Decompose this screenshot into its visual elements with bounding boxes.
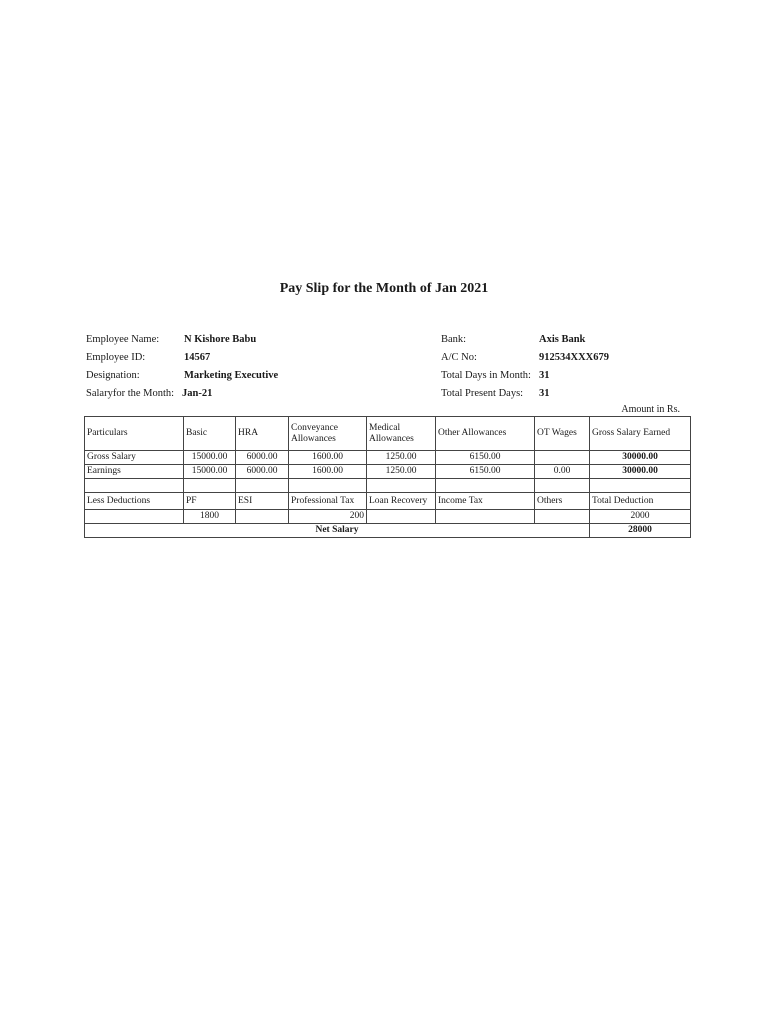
deduction-esi xyxy=(236,510,289,524)
earnings-row xyxy=(85,465,691,479)
net-salary-value: 28000 xyxy=(590,524,691,538)
gross-hra: 6000.00 xyxy=(236,451,289,465)
deduction-professional-tax: 200 xyxy=(289,510,367,524)
employee-id-label: Employee ID: xyxy=(86,352,146,363)
header-basic: Basic xyxy=(184,417,236,451)
employee-id-value: 14567 xyxy=(184,352,211,363)
employee-name-label: Employee Name: xyxy=(86,334,160,345)
earnings-other: 6150.00 xyxy=(436,465,535,479)
earnings-particulars: Earnings xyxy=(85,465,184,479)
net-salary-label: Net Salary xyxy=(85,524,590,538)
deduction-pf: 1800 xyxy=(184,510,236,524)
deduction-total: 2000 xyxy=(590,510,691,524)
total-days-label: Total Days in Month: xyxy=(441,370,531,381)
deduction-particulars xyxy=(85,510,184,524)
net-salary-row xyxy=(85,524,691,538)
deductions-header-row xyxy=(85,493,691,510)
deduction-others xyxy=(535,510,590,524)
earnings-header-row xyxy=(85,417,691,451)
designation-label: Designation: xyxy=(86,370,140,381)
header-conveyance: Conveyance Allowances xyxy=(289,417,367,451)
deduction-loan xyxy=(367,510,436,524)
gross-other: 6150.00 xyxy=(436,451,535,465)
present-days-label: Total Present Days: xyxy=(441,388,524,399)
header-medical: Medical Allowances xyxy=(367,417,436,451)
bank-label: Bank: xyxy=(441,334,467,345)
header-total-deduction: Total Deduction xyxy=(590,493,691,510)
designation-value: Marketing Executive xyxy=(184,370,279,381)
header-loan-recovery: Loan Recovery xyxy=(367,493,436,510)
header-less-deductions: Less Deductions xyxy=(85,493,184,510)
present-days-value: 31 xyxy=(539,388,550,399)
spacer-row xyxy=(85,479,691,493)
account-value: 912534XXX679 xyxy=(539,352,609,363)
employee-name-value: N Kishore Babu xyxy=(184,334,257,345)
gross-ot xyxy=(535,451,590,465)
header-pf: PF xyxy=(184,493,236,510)
bank-value: Axis Bank xyxy=(539,334,586,345)
header-income-tax: Income Tax xyxy=(436,493,535,510)
page-title: Pay Slip for the Month of Jan 2021 xyxy=(279,281,489,296)
gross-total: 30000.00 xyxy=(590,451,691,465)
earnings-basic: 15000.00 xyxy=(184,465,236,479)
earnings-total: 30000.00 xyxy=(590,465,691,479)
gross-basic: 15000.00 xyxy=(184,451,236,465)
earnings-medical: 1250.00 xyxy=(367,465,436,479)
account-label: A/C No: xyxy=(441,352,477,363)
earnings-conveyance: 1600.00 xyxy=(289,465,367,479)
salary-table xyxy=(84,416,691,538)
header-professional-tax: Professional Tax xyxy=(289,493,367,510)
earnings-ot: 0.00 xyxy=(535,465,590,479)
total-days-value: 31 xyxy=(539,370,550,381)
gross-salary-row xyxy=(85,451,691,465)
header-others: Others xyxy=(535,493,590,510)
header-particulars: Particulars xyxy=(85,417,184,451)
salary-month-value: Jan-21 xyxy=(182,388,213,399)
header-ot-wages: OT Wages xyxy=(535,417,590,451)
deductions-row xyxy=(85,510,691,524)
earnings-hra: 6000.00 xyxy=(236,465,289,479)
deduction-income-tax xyxy=(436,510,535,524)
gross-particulars: Gross Salary xyxy=(85,451,184,465)
amount-note: Amount in Rs. xyxy=(621,404,680,415)
header-esi: ESI xyxy=(236,493,289,510)
salary-month-label: Salaryfor the Month: xyxy=(86,388,175,399)
gross-medical: 1250.00 xyxy=(367,451,436,465)
gross-conveyance: 1600.00 xyxy=(289,451,367,465)
header-gross-earned: Gross Salary Earned xyxy=(590,417,691,451)
header-hra: HRA xyxy=(236,417,289,451)
header-other-allowances: Other Allowances xyxy=(436,417,535,451)
